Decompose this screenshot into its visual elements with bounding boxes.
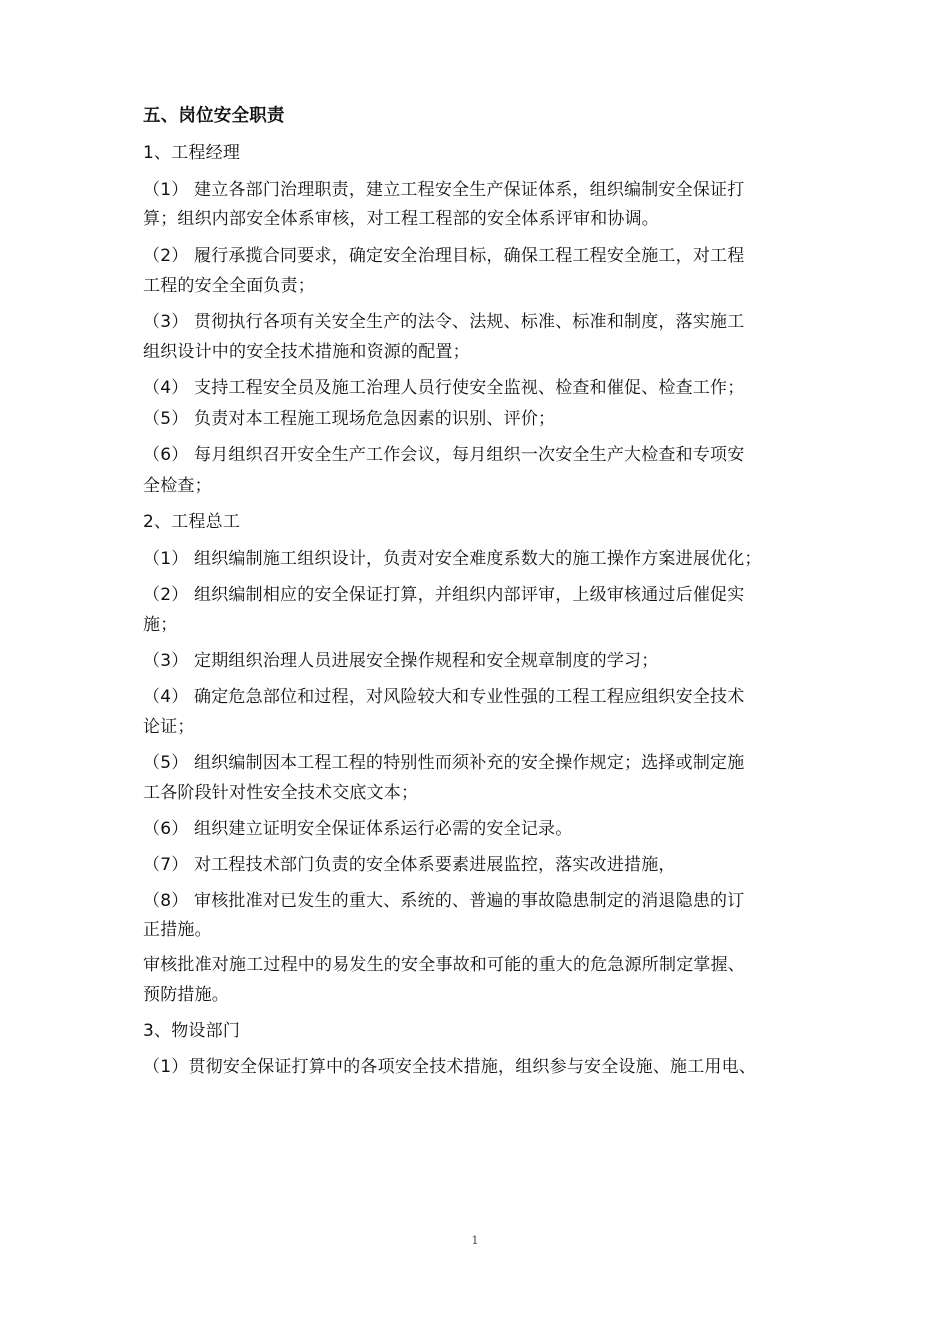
- paragraph-line: 工各阶段针对性安全技术交底文本；: [143, 783, 419, 803]
- paragraph-line: 全检查；: [143, 476, 212, 496]
- paragraph-line: （2） 履行承揽合同要求，确定安全治理目标，确保工程工程安全施工，对工程: [143, 246, 745, 266]
- page-number: 1: [471, 1234, 479, 1247]
- paragraph-line: （3） 定期组织治理人员进展安全操作规程和安全规章制度的学习；: [143, 651, 659, 671]
- paragraph-line: （6） 组织建立证明安全保证体系运行必需的安全记录。: [143, 819, 573, 839]
- paragraph-line: （1） 建立各部门治理职责，建立工程安全生产保证体系，组织编制安全保证打: [143, 180, 745, 200]
- paragraph-line: 组织设计中的安全技术措施和资源的配置；: [143, 342, 470, 362]
- paragraph-line: （7） 对工程技术部门负责的安全体系要素进展监控，落实改进措施，: [143, 855, 676, 875]
- subsection-heading: 3、物设部门: [143, 1021, 241, 1041]
- paragraph-line: 算；组织内部安全体系审核，对工程工程部的安全体系评审和协调。: [143, 209, 659, 229]
- paragraph-line: （2） 组织编制相应的安全保证打算，并组织内部评审，上级审核通过后催促实: [143, 585, 745, 605]
- paragraph-line: 审核批准对施工过程中的易发生的安全事故和可能的重大的危急源所制定掌握、: [143, 955, 745, 975]
- paragraph-line: 工程的安全全面负责；: [143, 276, 315, 296]
- paragraph-line: （5） 组织编制因本工程工程的特别性而须补充的安全操作规定；选择或制定施: [143, 753, 745, 773]
- section-title: 五、岗位安全职责: [143, 106, 285, 126]
- paragraph-line: 预防措施。: [143, 985, 229, 1005]
- subsection-heading: 1、工程经理: [143, 143, 241, 163]
- paragraph-line: （8） 审核批准对已发生的重大、系统的、普遍的事故隐患制定的消退隐患的订: [143, 891, 745, 911]
- paragraph-line: （1）贯彻安全保证打算中的各项安全技术措施，组织参与安全设施、施工用电、: [143, 1057, 757, 1077]
- subsection-heading: 2、工程总工: [143, 512, 241, 532]
- paragraph-line: 论证；: [143, 717, 195, 737]
- paragraph-line: （4） 确定危急部位和过程，对风险较大和专业性强的工程工程应组织安全技术: [143, 687, 745, 707]
- paragraph-line: （4） 支持工程安全员及施工治理人员行使安全监视、检查和催促、检查工作；: [143, 378, 745, 398]
- paragraph-line: （5） 负责对本工程施工现场危急因素的识别、评价；: [143, 409, 556, 429]
- paragraph-line: 正措施。: [143, 920, 212, 940]
- paragraph-line: （6） 每月组织召开安全生产工作会议，每月组织一次安全生产大检查和专项安: [143, 445, 745, 465]
- paragraph-line: 施；: [143, 615, 178, 635]
- paragraph-line: （1） 组织编制施工组织设计，负责对安全难度系数大的施工操作方案进展优化；: [143, 549, 762, 569]
- paragraph-line: （3） 贯彻执行各项有关安全生产的法令、法规、标准、标准和制度，落实施工: [143, 312, 745, 332]
